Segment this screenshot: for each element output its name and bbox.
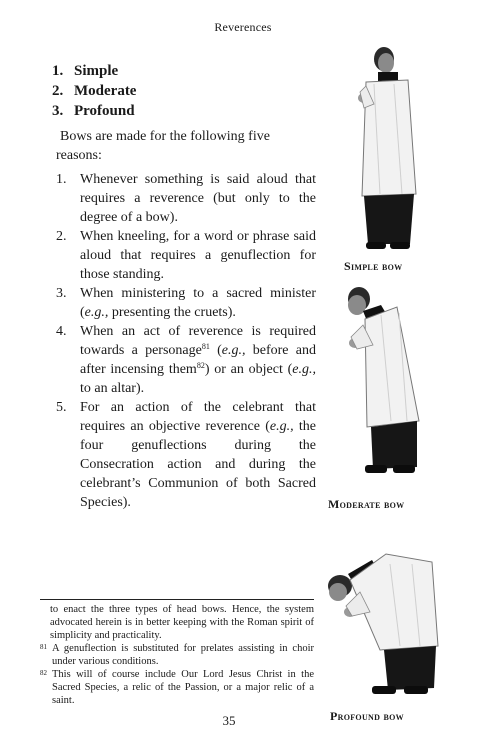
moderate-bow-caption: Moderate bow bbox=[328, 497, 405, 511]
reason-text: When an act of reverence is required towards a personage$^{81}$ (e.g., before and after incensing them$^{82}$) or an object (e.g., to an altar). bbox=[80, 324, 316, 396]
running-head: Reverences bbox=[214, 20, 272, 34]
reason-text: When kneeling, for a word or phrase said aloud that requires a genuflection for those standing. bbox=[80, 229, 316, 282]
eg-abbrev: e.g., bbox=[221, 343, 246, 358]
reason-number: 4. bbox=[56, 324, 67, 339]
reason-number: 5. bbox=[56, 400, 67, 415]
footnote-text: This will of course include Our Lord Jesus Christ in the Sacred Species, a relic of the Passion, or a major relic of a saint. bbox=[52, 669, 314, 706]
moderate-bow-figure bbox=[337, 281, 431, 479]
footnote-82 bbox=[40, 668, 314, 707]
eg-abbrev: e.g., bbox=[292, 362, 316, 377]
reason-text: Whenever something is said aloud that requires a reverence (but only to the degree of a bow). bbox=[80, 172, 316, 225]
reason-item bbox=[56, 170, 316, 227]
footnote-text: A genuflection is substituted for prelates assisting in choir under various conditions. bbox=[52, 643, 314, 667]
footnote-mark: 82 bbox=[40, 669, 47, 677]
bow-types-list bbox=[52, 61, 136, 121]
eg-abbrev: e.g., bbox=[269, 419, 294, 434]
reason-item bbox=[56, 227, 316, 284]
page-number: 35 bbox=[222, 713, 236, 728]
reason-item bbox=[56, 322, 316, 398]
reason-item bbox=[56, 284, 316, 322]
footnote-ref-82[interactable]: 82 bbox=[196, 361, 205, 370]
footnotes bbox=[40, 603, 314, 707]
reason-number: 3. bbox=[56, 286, 67, 301]
reason-item bbox=[56, 398, 316, 512]
profound-bow-figure bbox=[320, 540, 444, 698]
simple-bow-figure bbox=[350, 44, 430, 252]
bow-type-item bbox=[52, 61, 136, 81]
eg-abbrev: e.g., bbox=[84, 305, 109, 320]
bow-type-number: 2. bbox=[52, 83, 64, 99]
footnote-divider bbox=[40, 599, 314, 600]
reason-text: When ministering to a sacred minister (e.g., presenting the cruets). bbox=[80, 286, 316, 320]
simple-bow-photo-icon bbox=[350, 44, 430, 252]
footnote-mark: 81 bbox=[40, 643, 47, 651]
bow-type-label: Moderate bbox=[74, 83, 137, 99]
bow-type-number: 1. bbox=[52, 63, 64, 79]
bow-type-label: Profound bbox=[74, 103, 135, 119]
reason-number: 2. bbox=[56, 229, 67, 244]
bow-type-label: Simple bbox=[74, 63, 119, 79]
moderate-bow-photo-icon bbox=[337, 281, 431, 479]
profound-bow-caption: Profound bow bbox=[330, 709, 404, 723]
reason-number: 1. bbox=[56, 172, 67, 187]
bow-type-item bbox=[52, 81, 136, 101]
bow-type-item bbox=[52, 101, 136, 121]
footnote-continuation: to enact the three types of head bows. Hence, the system advocated herein is in better keeping with the Roman spirit of simplicity and practicality. bbox=[50, 604, 314, 641]
intro-paragraph: Bows are made for the following five reasons: bbox=[56, 129, 270, 163]
footnote-ref-81[interactable]: 81 bbox=[201, 342, 210, 351]
simple-bow-caption: Simple bow bbox=[344, 259, 403, 273]
bow-type-number: 3. bbox=[52, 103, 64, 119]
reasons-list bbox=[56, 170, 316, 512]
profound-bow-photo-icon bbox=[320, 540, 444, 698]
reason-text: For an action of the celebrant that requires an objective reverence (e.g., the four genuflections during the Consecration action and during the celebrant’s Communion of both Sacred Species). bbox=[80, 400, 316, 510]
footnote-81 bbox=[40, 642, 314, 668]
